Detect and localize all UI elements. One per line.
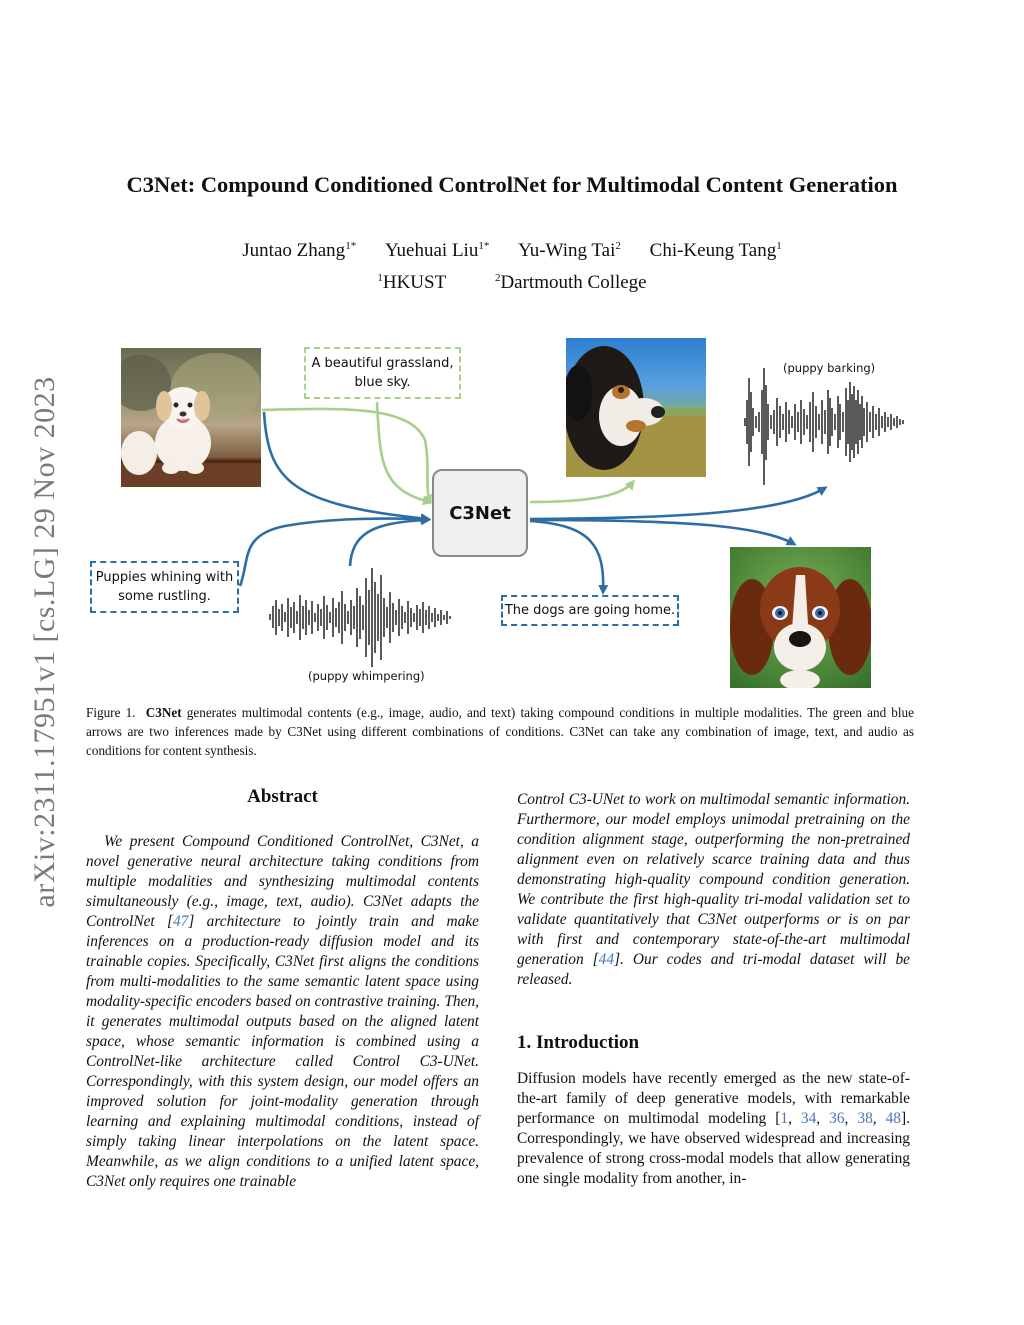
citation-link[interactable]: 34 (800, 1110, 817, 1127)
citation-link[interactable]: 44 (598, 951, 615, 968)
affiliation-1: $^1$HKUST (377, 272, 447, 293)
blue-arrow-to-image (530, 520, 794, 544)
paper-title: C3Net: Compound Conditioned ControlNet for Multimodal Content Generation (126, 172, 898, 197)
citation-link[interactable]: 38 (857, 1110, 873, 1127)
barking-waveform (745, 368, 903, 485)
left-column (86, 785, 479, 1192)
text-output-blue: The dogs are going home. (501, 595, 679, 626)
right-column (517, 790, 910, 1189)
audio-input-caption: (puppy whimpering) (308, 669, 425, 683)
abstract-paragraph-2: Control C3-UNet to work on multimodal semantic information. Furthermore, our model employs unimodal pretraining on the condition alignment stage, outperforming the non-pretrained alignment even on relatively scarce training data and thus demonstrating high-quality compound condition generation. We contribute the first high-quality tri-modal validation set to validate quantitatively that C3Net outperforms or is on par with first and contemporary state-of-the-art multimodal generation [44]. Our codes and tri-modal dataset will be released. (517, 791, 910, 988)
blue-arrow-to-audio (530, 488, 825, 519)
author-4: Chi-Keung Tang$^1$ (649, 240, 782, 261)
blue-arrow-to-text (530, 521, 603, 592)
introduction-paragraph: Diffusion models have recently emerged as the new state-of-the-art family of deep generative models, with remarkable performance on multimodal modeling [1, 34, 36, 38, 48]. Correspondingly, we have observed widespread and increasing prevalence of strong cross-modal models that allow generating one single modality from another, in- (517, 1070, 910, 1187)
figure-caption: Figure 1. C3Net generates multimodal contents (e.g., image, audio, and text) taking compound conditions in multiple modalities. The green and blue arrows are two inferences made by C3Net using different combinations of conditions. C3Net can take any combination of image, text, and audio as conditions for content synthesis. (86, 705, 915, 758)
output-dog-spaniel-image (730, 547, 871, 688)
citation-link[interactable]: 1 (780, 1110, 789, 1127)
whimpering-waveform (270, 568, 450, 667)
introduction-heading: 1. Introduction (517, 1032, 640, 1053)
affiliation-2: $^2$Dartmouth College (494, 272, 647, 293)
blue-arrow-from-image (264, 412, 428, 519)
arxiv-identifier: arXiv:2311.17951v1 [cs.LG] 29 Nov 2023 (28, 376, 61, 908)
author-3: Yu-Wing Tai$^2$ (518, 240, 621, 261)
blue-arrow-from-text (240, 519, 428, 586)
text-condition-blue: Puppies whining with some rustling. (90, 561, 239, 613)
citation-link[interactable]: 36 (829, 1110, 845, 1127)
citation-link[interactable]: 47 (172, 913, 189, 930)
author-list (0, 240, 1024, 262)
blue-arrow-from-audio (350, 520, 428, 566)
abstract-heading: Abstract (247, 786, 318, 807)
green-arrow-from-text (377, 402, 430, 502)
text-condition-green: A beautiful grassland, blue sky. (304, 347, 461, 399)
green-arrow-from-image (262, 409, 430, 502)
citation-link[interactable]: 48 (885, 1110, 901, 1127)
audio-output-caption: (puppy barking) (783, 361, 876, 375)
input-puppy-image (121, 348, 261, 487)
figure-1 (80, 330, 930, 700)
abstract-paragraph-1: We present Compound Conditioned ControlNet, C3Net, a novel generative neural architecture taking conditions from multiple modalities and synthesizing multimodal contents simultaneously (e.g., image, text, audio). C3Net adapts the ControlNet [47] architecture to jointly train and make inferences on a production-ready diffusion model and its trainable copies. Specifically, C3Net first aligns the conditions from multi-modalities to the same semantic latent space using modality-specific encoders based on contrastive training. Then, it generates multimodal outputs based on the aligned latent space, whose semantic information is combined using a ControlNet-like architecture called Control C3-UNet. Correspondingly, with this system design, our model offers an improved solution for joint-modality generation through learning and explaining multimodal conditions, instead of simply taking linear interpolations on the latent space. Meanwhile, as we align conditions to a unified latent space, C3Net only requires one trainable (86, 833, 480, 1190)
c3net-model-block: C3Net (432, 469, 528, 557)
green-arrow-to-image (530, 482, 633, 502)
author-2: Yuehuai Liu$^{1*}$ (384, 240, 490, 261)
affiliation-list (0, 272, 1024, 294)
author-1: Juntao Zhang$^{1*}$ (242, 240, 357, 261)
output-dog-grassland-image (566, 338, 706, 477)
